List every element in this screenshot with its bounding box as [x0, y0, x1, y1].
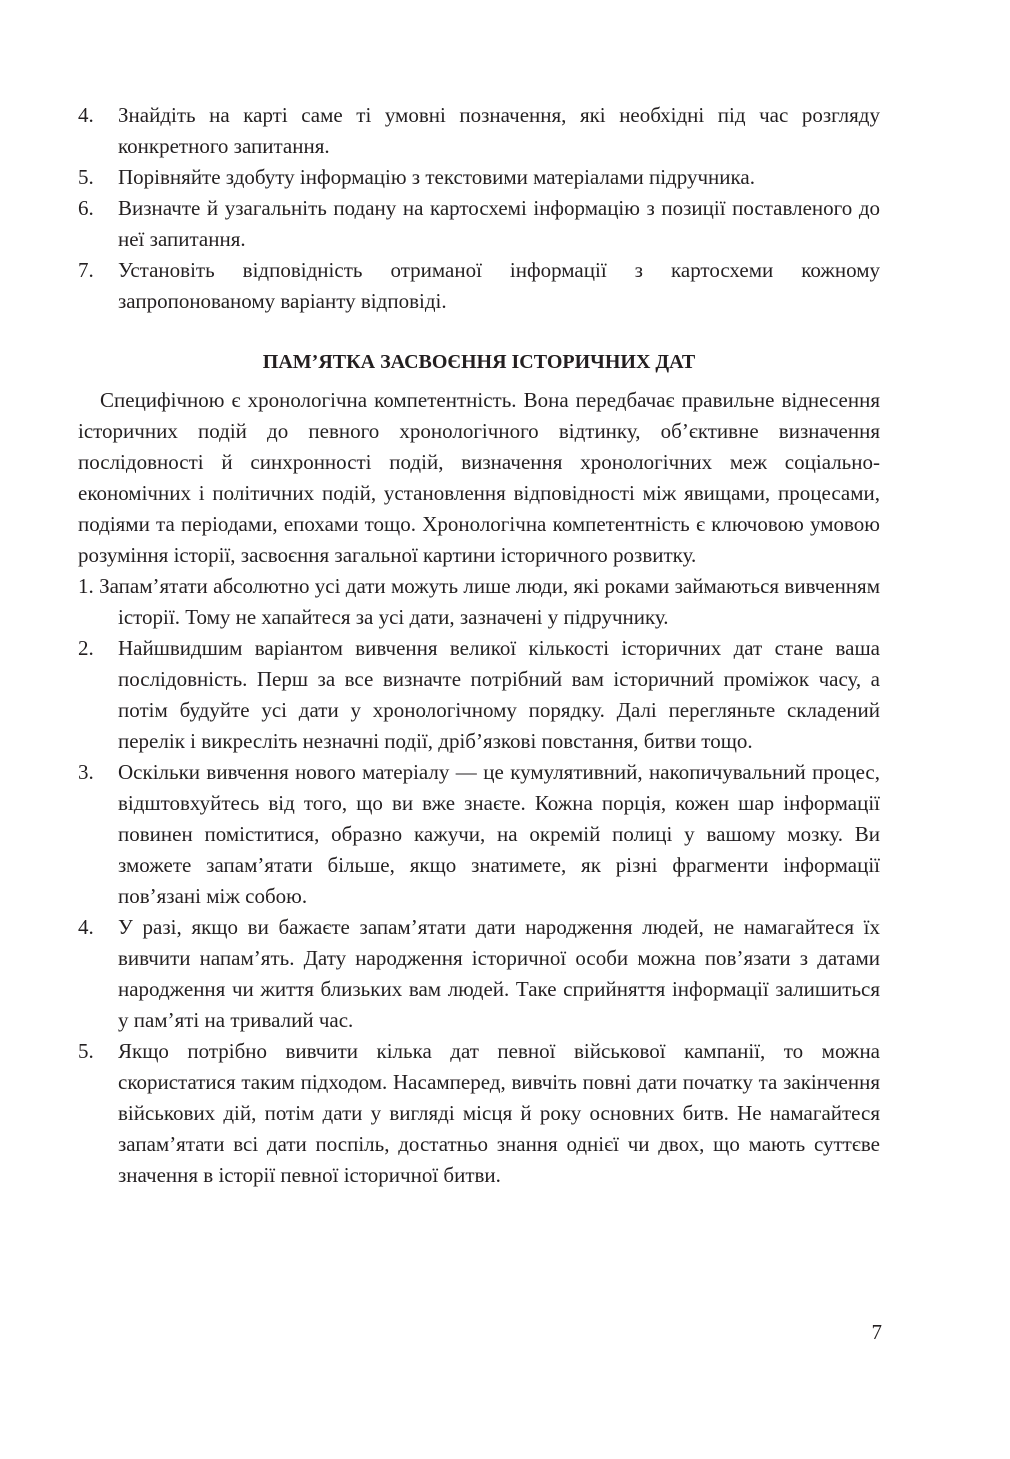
list-item-number: 4. [78, 103, 94, 127]
list-item [78, 912, 880, 1036]
list-item [78, 100, 880, 162]
list-item-number: 2. [78, 636, 94, 660]
list-item [78, 633, 880, 757]
list-item [78, 757, 880, 912]
list-item [78, 162, 880, 193]
page-number: 7 [871, 1320, 882, 1344]
top-list [78, 100, 880, 317]
list-item-text: Знайдіть на карті саме ті умовні позначення, які необхідні під час розгляду конкретного запитання. [118, 103, 880, 158]
list-item [78, 193, 880, 255]
list-item-text: Якщо потрібно вивчити кілька дат певної військової кампанії, то можна скористатися таким підходом. Насамперед, вивчіть повні дати початку та закінчення військових дій, потім дати у вигляді місця й року основних битв. Не намагайтеся запам’ятати всі дати поспіль, достатньо знання однієї чи двох, що мають суттєве значення в історії певної історичної битви. [118, 1039, 880, 1187]
list-item-text: Найшвидшим варіантом вивчення великої кількості історичних дат стане ваша послідовність. Перш за все визначте потрібний вам історичний проміжок часу, а потім будуйте усі дати у хронологічному порядку. Далі перегляньте складений перелік і викресліть незначні події, дріб’язкові повстання, битви тощо. [118, 636, 880, 753]
list-item-text: Запам’ятати абсолютно усі дати можуть лише люди, які роками займаються вивченням історії. Тому не хапайтеся за усі дати, зазначені у підручнику. [99, 574, 880, 629]
list-item [78, 1036, 880, 1191]
list-item-number: 5. [78, 1039, 94, 1063]
list-item-text: Установіть відповідність отриманої інформації з картосхеми кожному запропонованому варіанту відповіді. [118, 258, 880, 313]
list-item [78, 571, 880, 633]
list-item [78, 255, 880, 317]
list-item-number: 6. [78, 196, 94, 220]
list-item-number: 3. [78, 760, 94, 784]
section-title: ПАМ’ЯТКА ЗАСВОЄННЯ ІСТОРИЧНИХ ДАТ [262, 351, 696, 373]
list-item-text: Порівняйте здобуту інформацію з текстовими матеріалами підручника. [118, 165, 755, 189]
list-item-number: 1. [78, 574, 94, 598]
list-item-text: Визначте й узагальніть подану на картосхемі інформацію з позиції поставленого до неї запитання. [118, 196, 880, 251]
list-item-text: Оскільки вивчення нового матеріалу — це кумулятивний, накопичувальний процес, відштовхуйтесь від того, що ви вже знаєте. Кожна порція, кожен шар інформації повинен поміститися, образно кажучи, на окремій полиці у вашому мозку. Ви зможете запам’ятати більше, якщо знатимете, як різні фрагменти інформації пов’язані між собою. [118, 760, 880, 908]
intro-paragraph: Специфічною є хронологічна компетентність. Вона передбачає правильне віднесення історичних подій до певного хронологічного відтинку, об’єктивне визначення послідовності й синхронності подій, визначення хронологічних меж соціально-економічних і політичних подій, установлення відповідності між явищами, процесами, подіями та періодами, епохами тощо. Хронологічна компетентність є ключовою умовою розуміння історії, засвоєння загальної картини історичного розвитку. [78, 388, 880, 567]
list-item-number: 4. [78, 915, 94, 939]
list-item-text: У разі, якщо ви бажаєте запам’ятати дати народження людей, не намагайтеся їх вивчити напам’ять. Дату народження історичної особи можна пов’язати з датами народження чи життя близьких вам людей. Таке сприйняття інформації залишиться у пам’яті на тривалий час. [118, 915, 880, 1032]
section-body [78, 385, 880, 1191]
list-item-number: 5. [78, 165, 94, 189]
list-item-number: 7. [78, 258, 94, 282]
